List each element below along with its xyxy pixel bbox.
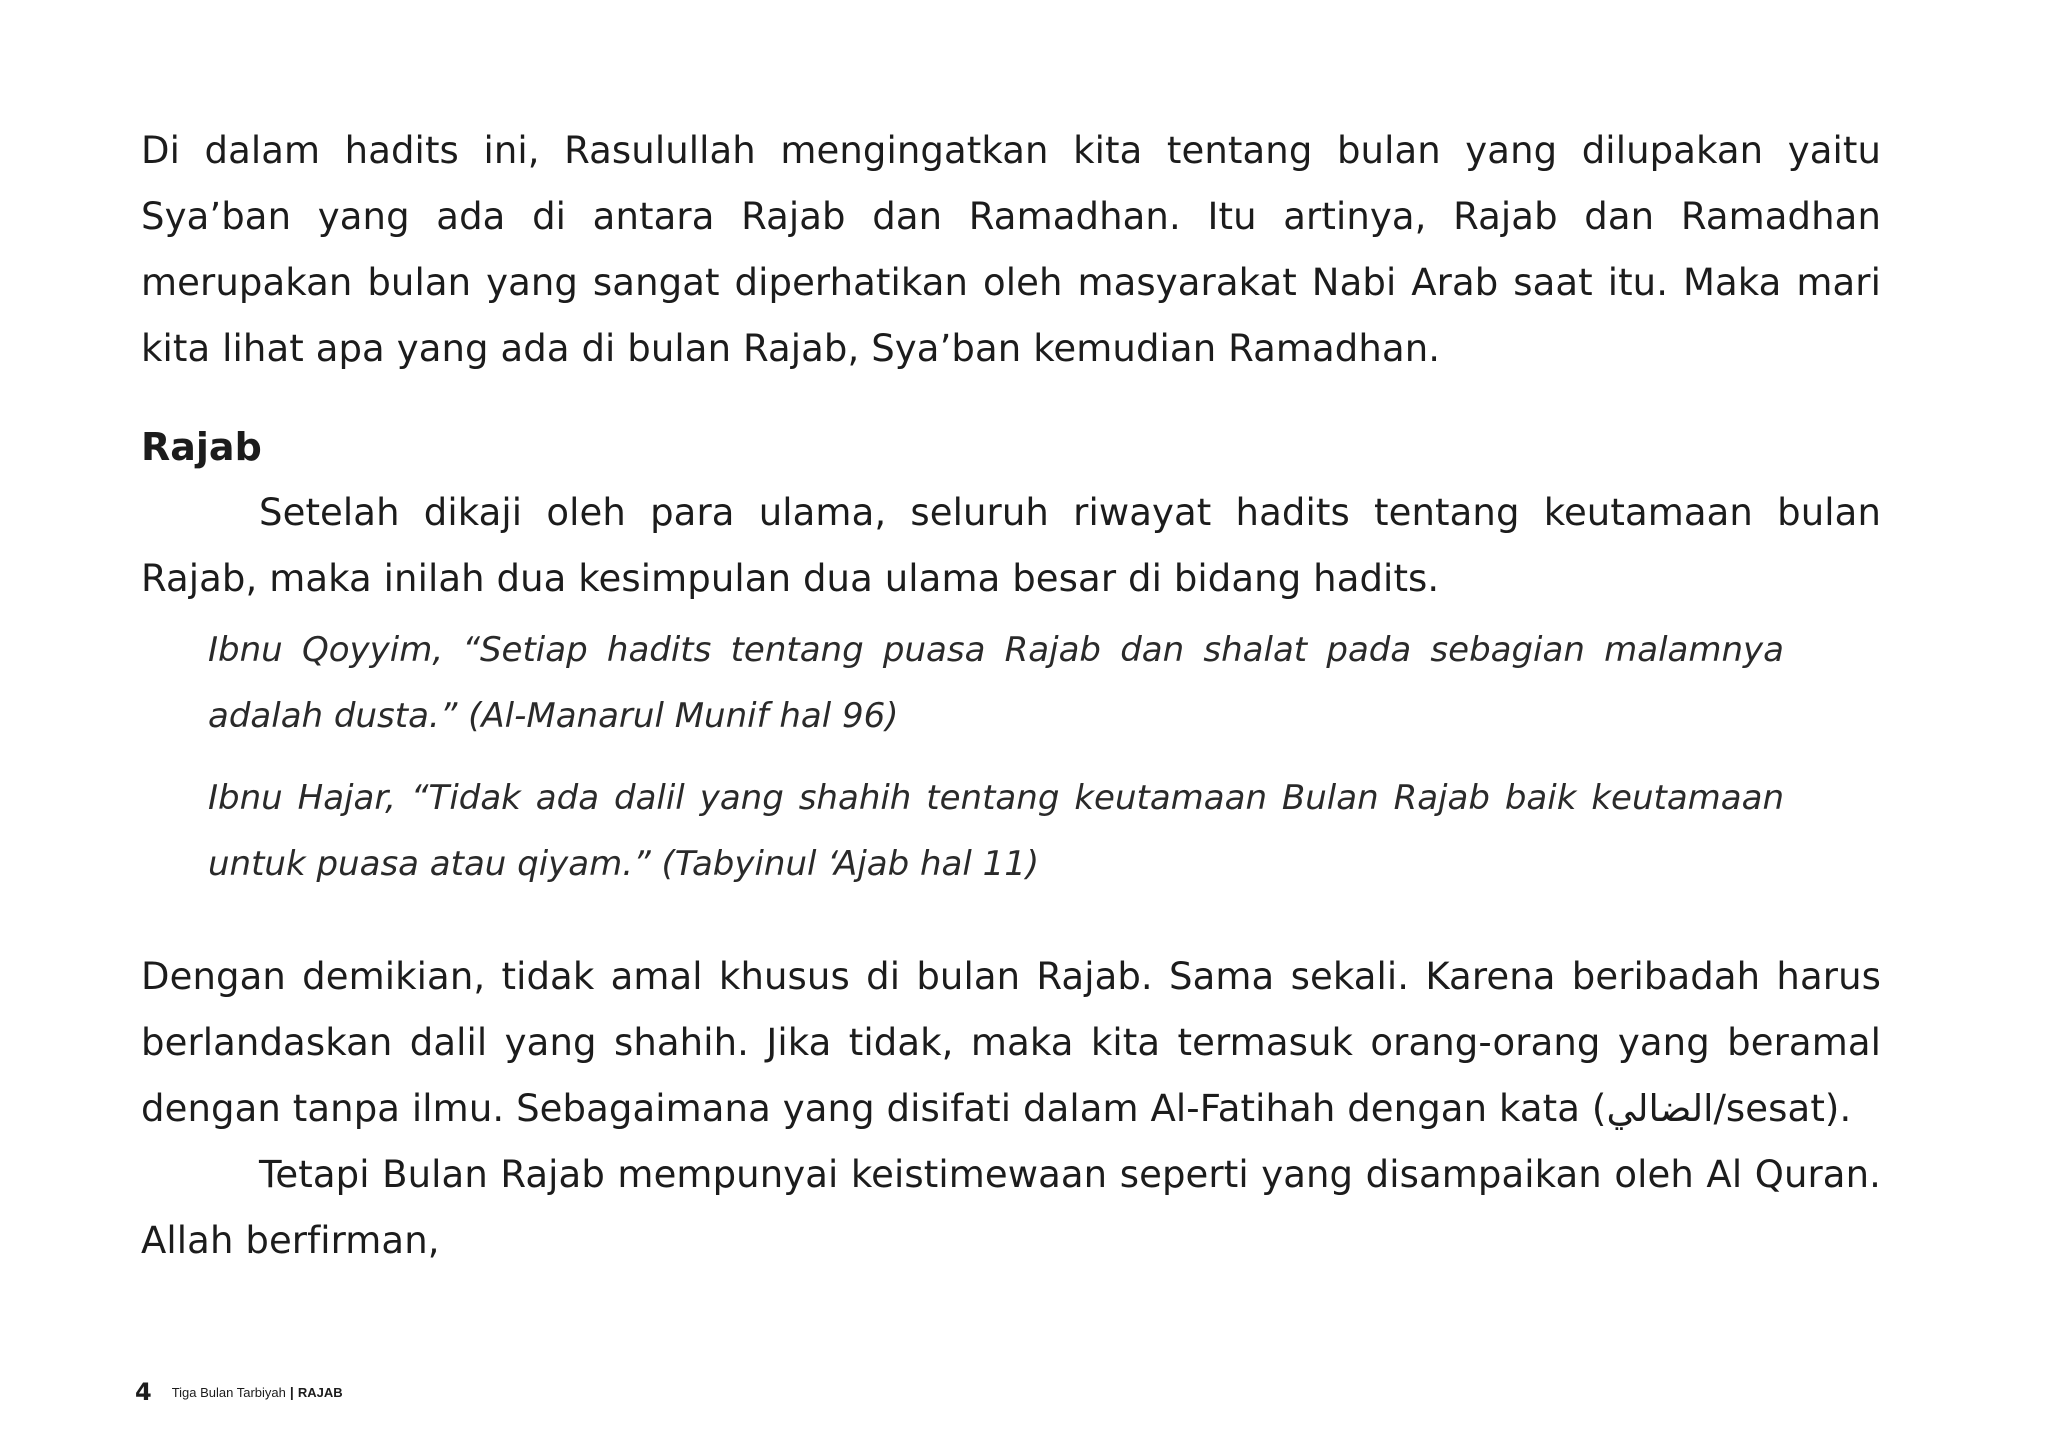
chapter-name: RAJAB	[297, 1384, 343, 1400]
section-heading-rajab: Rajab	[141, 425, 262, 469]
intro-paragraph: Di dalam hadits ini, Rasulullah mengingatkan kita tentang bulan yang dilupakan yaitu Sya’ban yang ada di antara Rajab dan Ramadhan. Itu artinya, Rajab dan Ramadhan merupakan bulan yang sangat diperhatikan oleh masyarakat Nabi Arab saat itu. Maka mari kita lihat apa yang ada di bulan Rajab, Sya’ban kemudian Ramadhan.	[141, 129, 1881, 370]
rajab-intro-paragraph: Setelah dikaji oleh para ulama, seluruh riwayat hadits tentang keutamaan bulan Rajab, maka inilah dua kesimpulan dua ulama besar di bidang hadits.	[141, 491, 1881, 600]
quote-ibnu-qoyyim: Ibnu Qoyyim, “Setiap hadits tentang puasa Rajab dan shalat pada sebagian malamnya adalah dusta.” (Al-Manarul Munif hal 96)	[208, 630, 1784, 736]
footer-separator: |	[289, 1384, 294, 1400]
quote-ibnu-hajar: Ibnu Hajar, “Tidak ada dalil yang shahih tentang keutamaan Bulan Rajab baik keutamaan untuk puasa atau qiyam.” (Tabyinul ‘Ajab hal 11)	[208, 778, 1784, 884]
page-number: 4	[135, 1378, 152, 1406]
book-title: Tiga Bulan Tarbiyah	[171, 1384, 286, 1400]
page-footer	[135, 1377, 343, 1407]
closing-paragraph: Tetapi Bulan Rajab mempunyai keistimewaan seperti yang disampaikan oleh Al Quran. Allah berfirman,	[141, 1153, 1881, 1262]
conclusion-paragraph: Dengan demikian, tidak amal khusus di bulan Rajab. Sama sekali. Karena beribadah harus berlandaskan dalil yang shahih. Jika tidak, maka kita termasuk orang-orang yang beramal dengan tanpa ilmu. Sebagaimana yang disifati dalam Al-Fatihah dengan kata (الضالي/sesat).	[141, 955, 1881, 1130]
